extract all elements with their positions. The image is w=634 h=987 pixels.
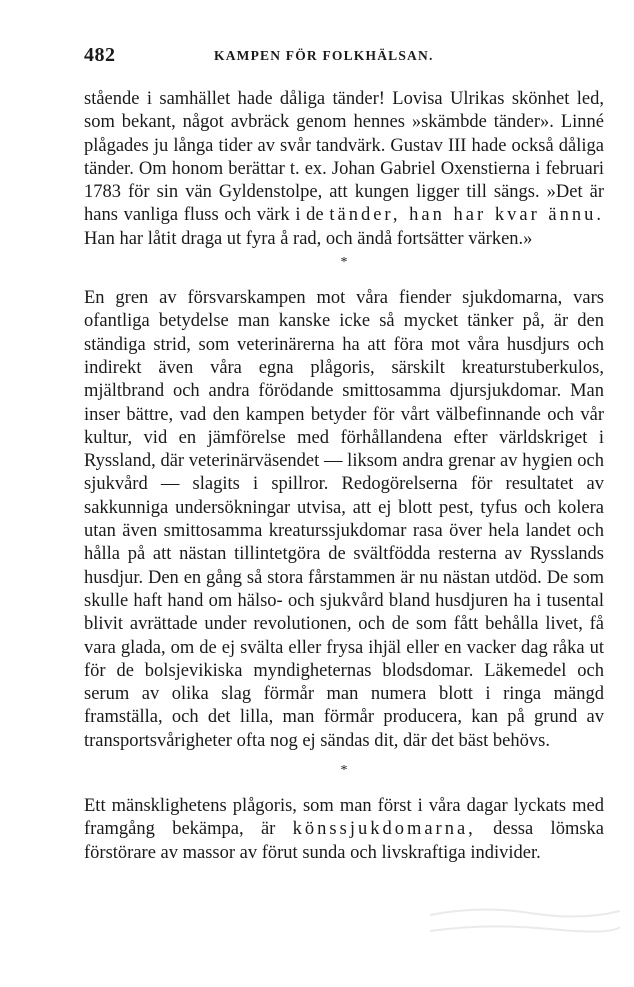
text-segment: Ett mänsklighetens plågoris, som man först i våra dagar lyckats med framgång bekämpa, är <box>84 796 604 840</box>
paragraph-2 <box>84 287 604 753</box>
text-segment: stående i samhället hade dåliga tänder! Lovisa Ulrikas skönhet led, som bekant, något avbräck genom hennes »skämbde tänder». Linné plågades ju långa tider av svår tandvärk. Gustav III hade också dåliga tänder. Om honom berättar t. ex. Johan Gabriel Oxenstierna i februari 1783 för sin vän Gyldenstolpe, att kungen ligger till sängs. »Det är hans vanliga fluss och värk i de <box>84 89 604 226</box>
page-number: 482 <box>84 44 116 66</box>
section-separator: * <box>340 255 348 271</box>
text-segment: Han har låtit draga ut fyra å rad, och ändå fortsätter värken.» <box>84 228 533 249</box>
page-header <box>84 44 608 66</box>
text-segment: En gren av försvarskampen mot våra fiender sjukdomarna, vars ofantliga betydelse man kanske icke så mycket tänker på, är den ständiga strid, som veterinärerna ha att föra mot våra husdjurs och indirekt även våra egna plågoris, särskilt kreaturstuberkulos, mjältbrand och andra förödande smittosamma djursjukdomar. Man inser bättre, vad den kampen betyder för vårt välbefinnande och vår kultur, vid en jämförelse med förhållandena efter världskriget i Ryssland, där veterinärväsendet — liksom andra grenar av hygien och sjukvård — slagits i spillror. Redogörelserna för resultatet av sakkunniga undersökningar utvisa, att ej blott pest, tyfus och kolera utan även smittosamma kreaturssjukdomar rasa över hela landet och hålla på att nästan tillintetgöra de svältfödda resterna av Rysslands husdjur. Den en gång så stora fårstammen är nu nästan utdöd. De som skulle haft hand om hälso- och sjukvård bland husdjuren ha i tusental blivit avrättade under revolutionen, och de som fått behålla livet, få vara glada, om de ej svälta eller frysa ihjäl eller en vacker dag råka ut för de bolsjevikiska myndigheternas blodsdomar. Läkemedel och serum av olika slag förmår man numera blott i ringa mängd framställa, och det lilla, man förmår producera, kan på grund av transportsvårigheter ofta nog ej sändas dit, där det bäst behövs. <box>84 288 604 751</box>
emphasized-text: tänder, han har kvar ännu. <box>329 205 605 226</box>
paragraph-1 <box>84 88 604 251</box>
text-segment: dessa lömska förstörare av massor av förut sunda och livskraftiga individer. <box>84 819 604 863</box>
section-separator: * <box>340 763 348 779</box>
running-title: KAMPEN FÖR FOLKHÄLSAN. <box>214 48 434 63</box>
body-text <box>84 88 604 865</box>
emphasized-text: könssjukdomarna, <box>292 819 476 840</box>
faint-library-stamp <box>420 895 630 945</box>
paragraph-3 <box>84 795 604 865</box>
